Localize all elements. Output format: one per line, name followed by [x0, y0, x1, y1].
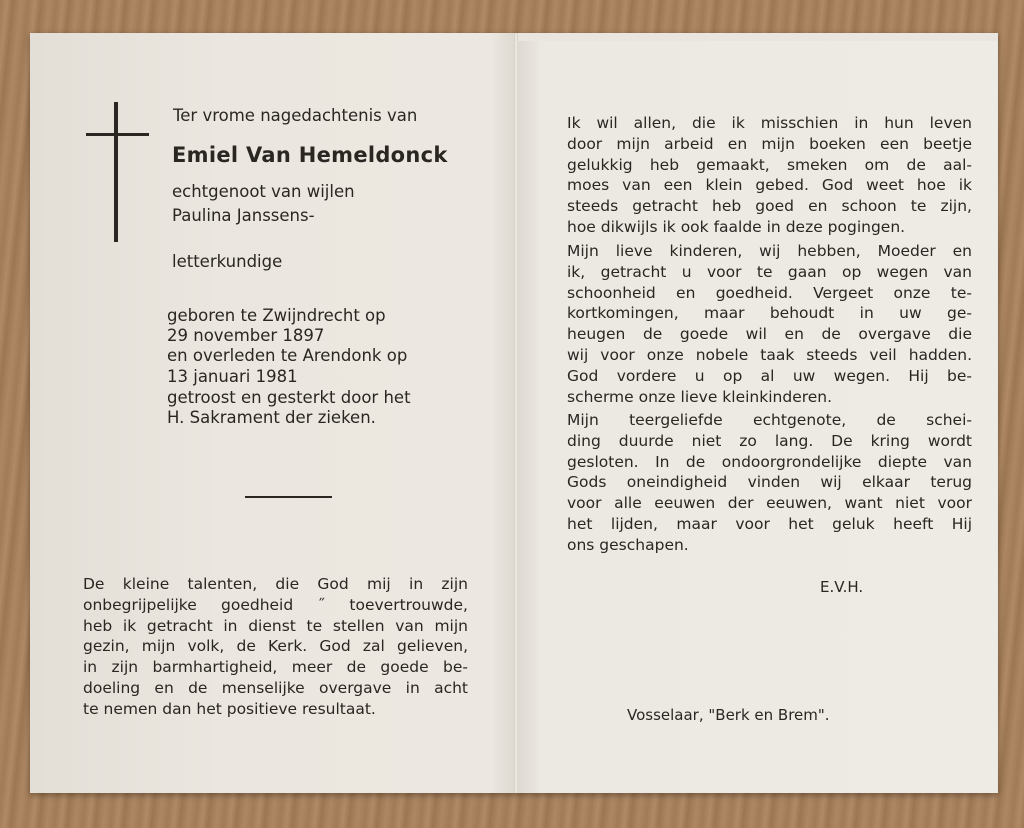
death-line-2: 13 januari 1981	[167, 367, 298, 386]
paragraph-line: wij voor onze nobele taak steeds veil hadden.	[567, 345, 972, 364]
paragraph-line: het lijden, maar voor het geluk heeft Hij	[567, 514, 972, 533]
cross-icon-bar	[86, 133, 149, 136]
paragraph-line: te nemen dan het positieve resultaat.	[83, 699, 376, 718]
memorial-card	[30, 33, 998, 793]
paragraph-line: moes van een klein gebed. God weet hoe ik	[567, 176, 972, 195]
paragraph-line: De kleine talenten, die God mij in zijn	[83, 575, 468, 593]
separator-line	[245, 496, 332, 498]
sacrament-line-1: getroost en gesterkt door het	[167, 388, 411, 407]
paragraph-line: heugen de goede wil en de overgave die	[567, 325, 972, 344]
paragraph-line: onbegrijpelijke goedheid ˝ toevertrouwde,	[83, 595, 468, 614]
paragraph-line: Mijn teergeliefde echtgenote, de schei-	[567, 411, 972, 429]
paragraph-line: God vordere u op al uw wegen. Hij be-	[567, 366, 972, 385]
initials: E.V.H.	[820, 578, 864, 596]
right-paragraph-3	[567, 410, 972, 556]
paragraph-line: steeds getracht heb goed en schoon te zijn,	[567, 197, 972, 216]
paragraph-line: hoe dikwijls ik ook faalde in deze pogingen.	[567, 217, 906, 236]
spouse-line-2: Paulina Janssens-	[172, 206, 315, 225]
paragraph-line: scherme onze lieve kleinkinderen.	[567, 387, 833, 406]
paragraph-line: kortkomingen, maar behoudt in uw ge-	[567, 304, 972, 323]
cross-icon	[114, 102, 118, 242]
paragraph-line: Gods oneindigheid vinden wij elkaar terug	[567, 473, 972, 492]
left-paragraph	[83, 574, 468, 720]
birth-line-1: geboren te Zwijndrecht op	[167, 306, 386, 325]
profession: letterkundige	[172, 252, 283, 271]
right-paragraph-2	[567, 241, 972, 407]
paragraph-line: door mijn arbeid en mijn boeken een beetje	[567, 134, 972, 153]
left-panel	[30, 33, 515, 793]
deceased-name: Emiel Van Hemeldonck	[172, 143, 448, 167]
sacrament-line-2: H. Sakrament der zieken.	[167, 408, 376, 427]
right-paragraph-1	[567, 113, 972, 238]
intro-text: Ter vrome nagedachtenis van	[173, 106, 418, 125]
paragraph-line: gezin, mijn volk, de Kerk. God zal gelieven,	[83, 637, 468, 656]
paragraph-line: gesloten. In de ondoorgrondelijke diepte van	[567, 452, 972, 471]
right-panel	[517, 41, 997, 793]
paragraph-line: Ik wil allen, die ik misschien in hun leven	[567, 114, 972, 132]
paragraph-line: voor alle eeuwen der eeuwen, want niet voor	[567, 494, 972, 513]
paragraph-line: ding duurde niet zo lang. De kring wordt	[567, 431, 972, 450]
birth-line-2: 29 november 1897	[167, 326, 325, 345]
paragraph-line: doeling en de menselijke overgave in acht	[83, 678, 468, 697]
spouse-line-1: echtgenoot van wijlen	[172, 182, 355, 201]
death-line-1: en overleden te Arendonk op	[167, 346, 408, 365]
paragraph-line: gelukkig heb gemaakt, smeken om de aal-	[567, 155, 972, 174]
paragraph-line: ons geschapen.	[567, 535, 689, 554]
paragraph-line: ik, getracht u voor te gaan op wegen van	[567, 262, 972, 281]
printer-credit: Vosselaar, "Berk en Brem".	[627, 706, 830, 724]
paragraph-line: schoonheid en goedheid. Vergeet onze te-	[567, 283, 972, 302]
paragraph-line: heb ik getracht in dienst te stellen van mijn	[83, 616, 468, 635]
paragraph-line: Mijn lieve kinderen, wij hebben, Moeder en	[567, 242, 972, 260]
paragraph-line: in zijn barmhartigheid, meer de goede be-	[83, 658, 468, 677]
